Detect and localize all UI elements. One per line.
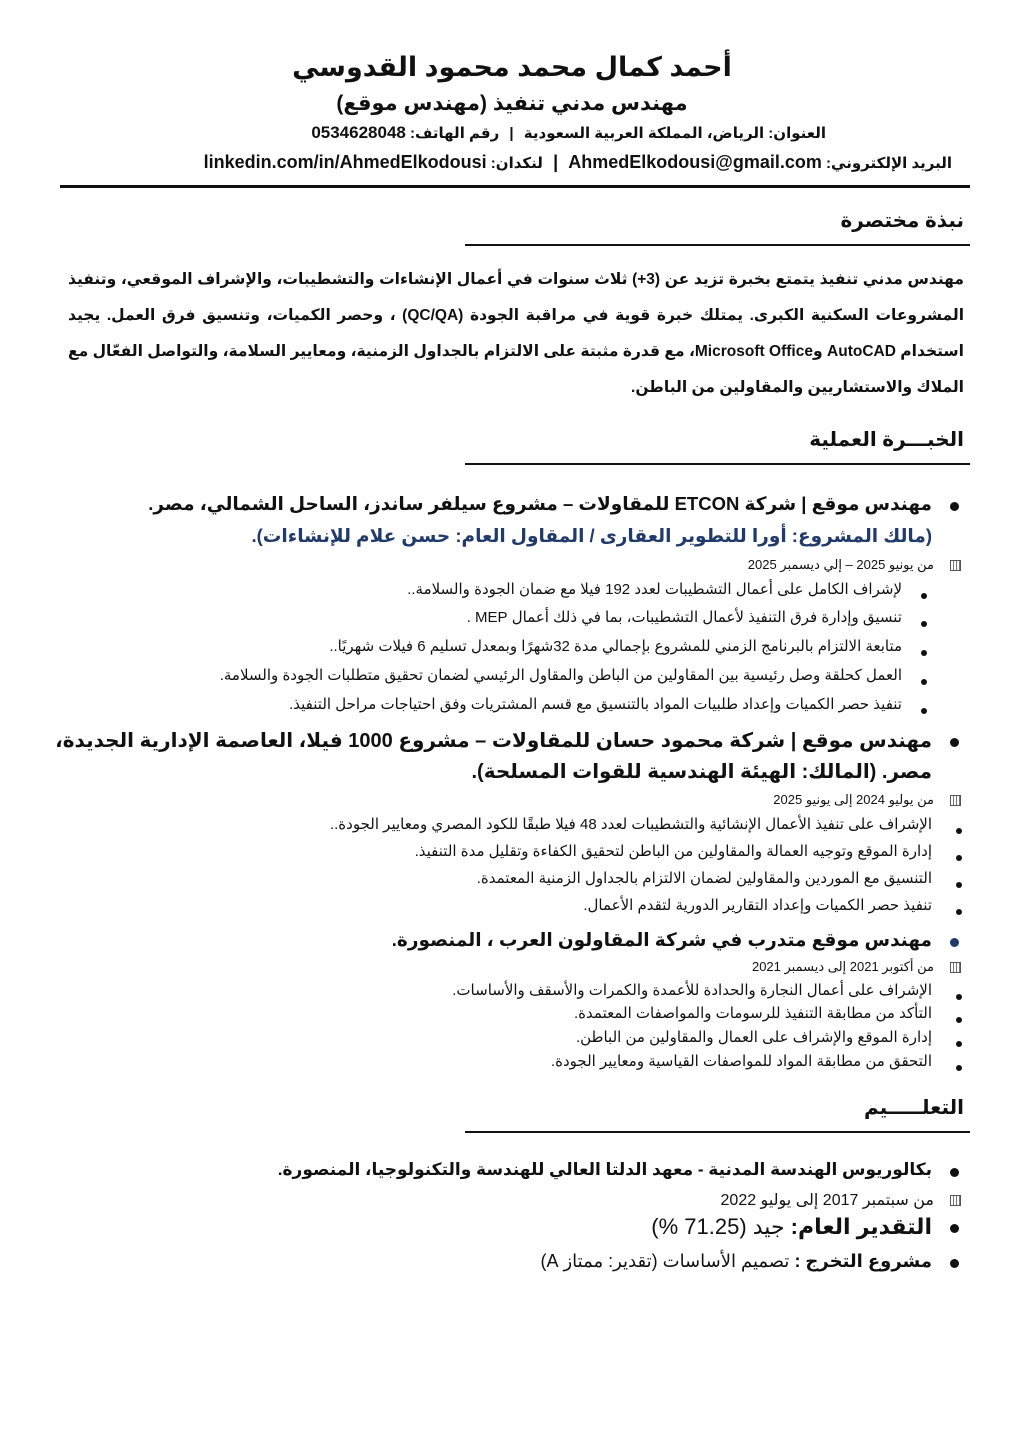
job-3-title: مهندس موقع متدرب في شركة المقاولون العرب ، المنصورة. [391,929,932,950]
bullet-icon [950,738,959,747]
email-link[interactable]: AhmedElkodousi@gmail.com [568,152,822,172]
grade: جيد (71.25 %) [651,1214,785,1239]
job-3-bullet: التحقق من مطابقة المواد للمواصفات القياسية ومعايير الجودة. [550,1053,932,1070]
job-3-bullet: الإشراف على أعمال النجارة والحدادة للأعمدة والكمرات والأسقف والأساسات. [452,982,932,999]
experience-heading: الخبـــرة العملية [809,429,964,451]
linkedin-label: لنكدان: [490,155,543,172]
address: الرياض، المملكة العربية السعودية [523,125,765,142]
separator: | [509,125,514,142]
education-heading: التعلـــــيم [863,1097,964,1119]
project-line [540,1251,932,1272]
grade-label: التقدير العام: [790,1214,932,1239]
address-label: العنوان: [768,125,826,142]
job-3-bullet: التأكد من مطابقة التنفيذ للرسومات والمواصفات المعتمدة. [574,1005,932,1022]
bullet-icon [921,621,927,627]
job-1-bullet: متابعة الالتزام بالبرنامج الزمني للمشروع بإجمالي مدة 32شهرًا وبمعدل تسليم 6 فيلات شهريًا.. [329,638,902,655]
experience-divider [465,463,970,465]
bullet-icon [956,828,962,834]
separator: | [553,152,559,172]
job-3-date: من أكتوبر 2021 إلى ديسمبر 2021 [751,959,934,974]
bullet-icon [950,1259,959,1268]
bullet-icon [950,1224,959,1233]
degree: بكالوريوس الهندسة المدنية - معهد الدلتا العالي للهندسة والتكنولوجيا، المنصورة. [277,1160,932,1179]
job-1-bullet: لإشراف الكامل على أعمال التشطيبات لعدد 192 فيلا مع ضمان الجودة والسلامة.. [407,581,902,598]
project: تصميم الأساسات (تقدير: ممتاز A) [540,1251,790,1271]
header-divider [60,185,970,188]
summary-heading: نبذة مختصرة [840,210,964,232]
job-3-bullet: إدارة الموقع والإشراف على العمال والمقاولين من الباطن. [575,1029,932,1046]
address-line [311,123,826,143]
job-1-title: مهندس موقع | شركة ETCON للمقاولات – مشروع سيلفر ساندز، الساحل الشمالي، مصر. [148,493,932,514]
grade-line [651,1214,932,1240]
job-1-date: من يونيو 2025 – إلي ديسمبر 2025 [747,557,934,572]
job-2-bullet: إدارة الموقع وتوجيه العمالة والمقاولين من الباطن لتحقيق الكفاءة وتقليل مدة التنفيذ. [414,843,932,860]
education-date: من سبتمبر 2017 إلى يوليو 2022 [720,1192,934,1209]
contact-line [204,152,952,173]
job-1-bullet: العمل كحلقة وصل رئيسية بين المقاولين من الباطن والمقاول الرئيسي لضمان تحقيق متطلبات الجودة والسلامة. [219,667,902,684]
phone: 0534628048 [311,123,406,142]
calendar-icon [950,1195,961,1206]
bullet-icon [921,650,927,656]
calendar-icon [950,560,961,571]
bullet-icon [950,502,959,511]
bullet-icon [921,593,927,599]
project-label: مشروع التخرج : [794,1251,932,1271]
bullet-icon [956,1065,962,1071]
bullet-icon [921,708,927,714]
job-title: مهندس مدني تنفيذ (مهندس موقع) [336,92,688,115]
job-2-date: من يوليو 2024 إلى يونيو 2025 [773,792,934,807]
bullet-icon [950,1168,959,1177]
bullet-icon [956,1041,962,1047]
linkedin-link[interactable]: linkedin.com/in/AhmedElkodousi [203,152,487,172]
candidate-name: أحمد كمال محمد محمود القدوسي [292,52,732,82]
calendar-icon [950,795,961,806]
phone-label: رقم الهاتف: [410,125,500,142]
job-2-bullet: الإشراف على تنفيذ الأعمال الإنشائية والتشطيبات لعدد 48 فيلا طبقًا للكود المصري ومعايير الجودة.. [329,816,932,833]
job-2-bullet: التنسيق مع الموردين والمقاولين لضمان الالتزام بالجداول الزمنية المعتمدة. [476,870,932,887]
bullet-icon [950,938,959,947]
email-label: البريد الإلكتروني: [826,155,952,172]
bullet-icon [921,679,927,685]
bullet-icon [956,1017,962,1023]
job-1-subtitle: (مالك المشروع: أورا للتطوير العقارى / المقاول العام: حسن علام للإنشاءات). [251,525,932,546]
job-2-title: مهندس موقع | شركة محمود حسان للمقاولات – مشروع 1000 فيلا، العاصمة الإدارية الجديدة، [55,730,932,752]
calendar-icon [950,962,961,973]
bullet-icon [956,909,962,915]
summary-divider [465,244,970,246]
education-divider [465,1131,970,1133]
summary-text: مهندس مدني تنفيذ يتمتع بخبرة تزيد عن (3+) ثلاث سنوات في أعمال الإنشاءات والتشطيبات، والإشراف الموقعي، وتنفيذ المشروعات السكنية الكبرى. يمتلك خبرة قوية في مراقبة الجودة (QC/QA) ، وحصر الكميات، وتنسيق فرق العمل. يجيد استخدام AutoCAD وMicrosoft Office، مع قدرة مثبتة على الالتزام بالجداول الزمنية، ومعايير السلامة، والتواصل الفعّال مع الملاك والاستشاريين والمقاولين من الباطن. [68,271,965,396]
job-2-bullet: تنفيذ حصر الكميات وإعداد التقارير الدورية لتقدم الأعمال. [583,897,932,914]
job-1-bullet: تنسيق وإدارة فرق التنفيذ لأعمال التشطيبات، بما في ذلك أعمال MEP . [466,609,902,626]
bullet-icon [956,994,962,1000]
job-1-bullet: تنفيذ حصر الكميات وإعداد طلبيات المواد بالتنسيق مع قسم المشتريات وفق احتياجات مراحل التنفيذ. [289,696,902,713]
bullet-icon [956,855,962,861]
bullet-icon [956,882,962,888]
job-2-title-line2: مصر. (المالك: الهيئة الهندسية للقوات المسلحة). [471,761,932,783]
